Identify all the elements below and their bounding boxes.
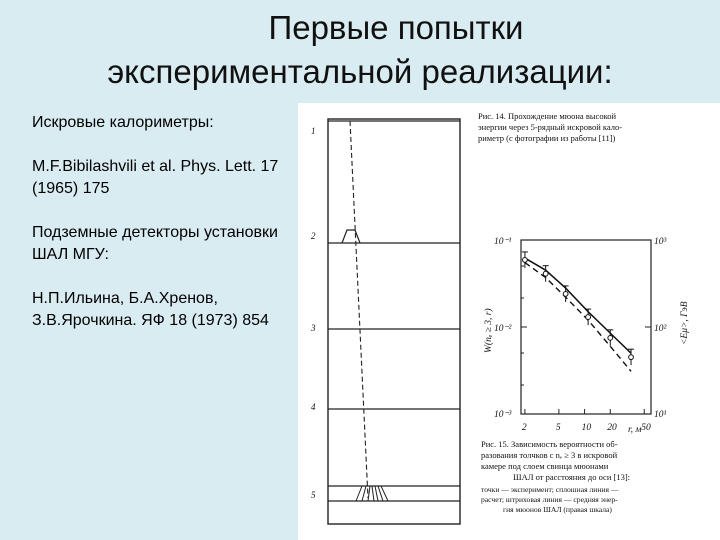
fig15-yright-label: <Eμ>, ГэВ: [680, 301, 690, 345]
fig15-x-unit: r, м: [628, 425, 642, 435]
fig15-data-point: [608, 335, 613, 340]
scanned-figures-svg: [298, 103, 720, 540]
fig15-caption-line-3: камере под слоем свинца мюонами: [481, 461, 609, 471]
fig15-yright-tick-1: 10²: [654, 324, 667, 334]
fig15-series-dashed-line: [525, 263, 631, 372]
paragraph-bibilashvili-ref: M.F.Bibilashvili et al. Phys. Lett. 17 (1965) 175: [32, 158, 279, 197]
fig14-caption-line-2: энергии через 5-рядный искровой кало-: [478, 122, 623, 132]
fig15-caption-line-5: точки — эксперимент; сплошная линия —: [481, 485, 619, 494]
fig15-caption-line-4: ШАЛ от расстояния до оси [13]:: [513, 472, 631, 482]
fig14-row-2: 2: [311, 231, 316, 241]
fig15-x-tick-label: 50: [641, 423, 651, 433]
fig15-yleft-tick-0: 10⁻¹: [494, 237, 512, 247]
fig14-row-5: 5: [311, 490, 316, 500]
fig15-caption-line-2: разования толчков с nₑ ≥ 3 в искровой: [481, 450, 618, 460]
fig14-photo: [310, 119, 460, 524]
references-text: [32, 112, 297, 354]
paragraph-ilyina-ref: Н.П.Ильина, Б.А.Хренов, З.В.Ярочкина. ЯФ 18 (1973) 854: [32, 290, 269, 329]
fig15-caption-line-6: расчет; штриховая линия — средняя энер-: [481, 495, 618, 504]
fig15-data-point: [543, 271, 548, 276]
fig15-series-solid-line: [525, 258, 631, 353]
fig15-yleft-tick-1: 10⁻²: [494, 324, 512, 334]
fig15-caption: [481, 439, 630, 514]
slide-title: [0, 6, 720, 94]
title-line-2: экспериментальной реализации:: [107, 53, 613, 90]
fig15-yleft-label: W(nₑ ≥ 3, r): [484, 308, 494, 353]
scanned-figures: [298, 103, 720, 540]
fig15-data-point: [586, 315, 591, 320]
fig15-yright-tick-0: 10³: [654, 237, 667, 247]
fig15-x-tick-label: 5: [555, 423, 561, 433]
fig15-yright-tick-2: 10¹: [654, 410, 667, 420]
paragraph-underground-detectors: Подземные детекторы установки ШАЛ МГУ:: [32, 224, 278, 263]
fig15-plot: [483, 237, 690, 435]
fig15-axes-box: [521, 240, 651, 414]
fig15-caption-line-7: гия мюонов ШАЛ (правая шкала): [503, 505, 612, 514]
fig14-caption-line-1: Рис. 14. Прохождение мюона высокой: [478, 111, 617, 121]
fig15-x-tick-label: 20: [607, 423, 617, 433]
fig15-left-ticks: [521, 240, 651, 414]
fig15-data-marks: [522, 252, 634, 371]
title-line-1: Первые попытки: [268, 9, 524, 46]
fig15-x-tick-label: 10: [581, 423, 592, 433]
fig14-caption-line-3: риметр (с фотографии из работы [11]): [478, 133, 616, 143]
fig15-data-point: [563, 292, 568, 297]
fig15-yleft-tick-2: 10⁻³: [494, 410, 512, 420]
fig14-frame: [328, 119, 460, 524]
fig14-row-3: 3: [311, 323, 316, 333]
fig14-row-4: 4: [311, 402, 316, 412]
fig15-caption-line-1: Рис. 15. Зависимость вероятности об-: [481, 439, 618, 449]
paragraph-spark-calorimeters: Искровые калориметры:: [32, 114, 214, 131]
fig14-row-1: 1: [311, 126, 316, 136]
fig15-x-tick-label: 2: [521, 423, 527, 433]
fig14-caption: [478, 111, 622, 143]
fig15-data-point: [523, 258, 528, 263]
fig15-data-point: [629, 355, 634, 360]
